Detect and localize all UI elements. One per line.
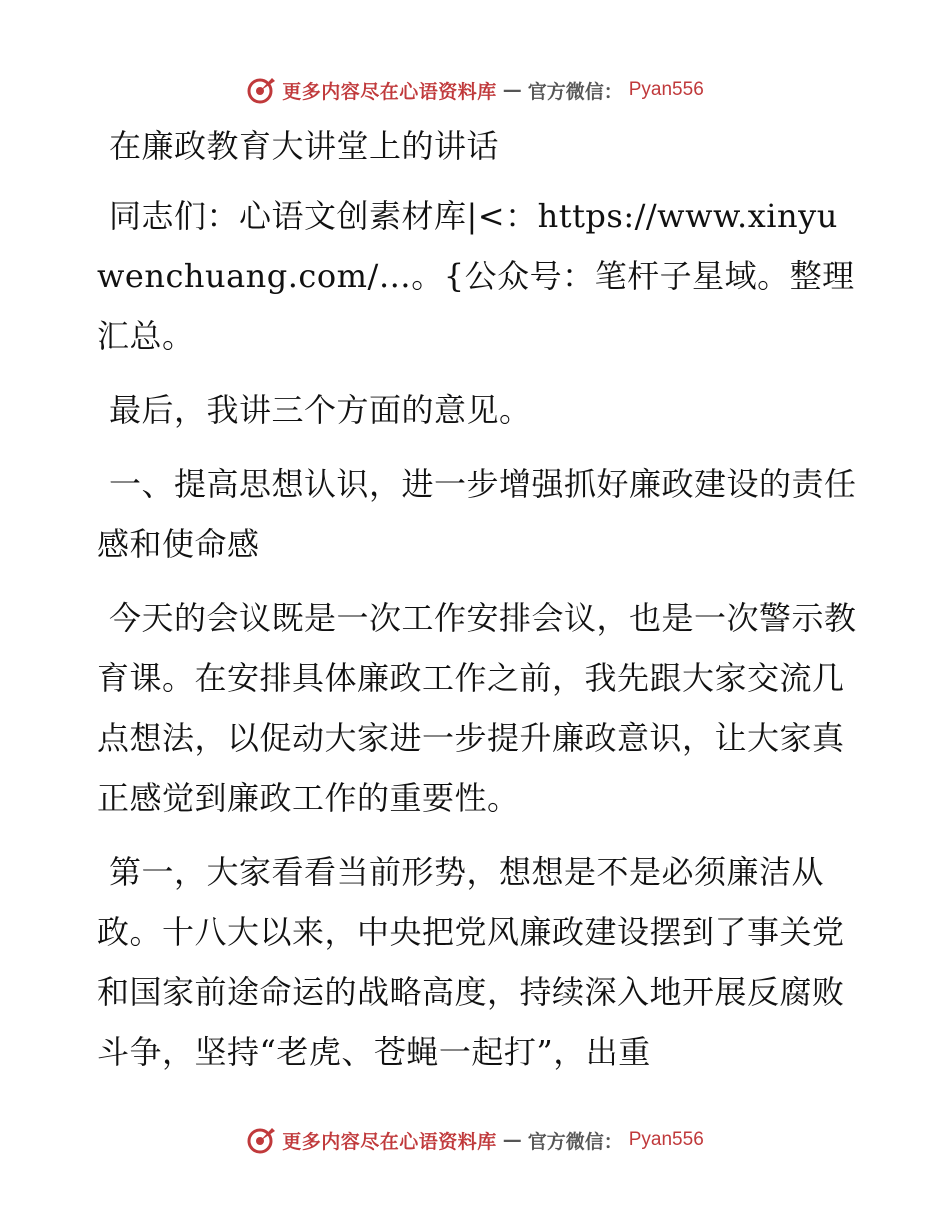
pen-circle-logo-icon bbox=[246, 1125, 276, 1155]
banner-main-text: 更多内容尽在心语资料库 bbox=[282, 80, 497, 103]
banner-wechat-id: Pyan556 bbox=[628, 1129, 704, 1150]
paragraph-first-point: 第一，大家看看当前形势，想想是不是必须廉洁从政。十八大以来，中央把党风廉政建设摆到了事关党和国家前途命运的战略高度，持续深入地开展反腐败斗争，坚持“老虎、苍蝇一起打”，出重 bbox=[97, 853, 845, 1071]
banner-separator: — bbox=[502, 79, 522, 101]
paragraph-meeting: 今天的会议既是一次工作安排会议，也是一次警示教育课。在安排具体廉政工作之前，我先跟大家交流几点想法，以促动大家进一步提升廉政意识，让大家真正感觉到廉政工作的重要性。 bbox=[97, 599, 857, 817]
banner-main-text: 更多内容尽在心语资料库 bbox=[282, 1130, 497, 1153]
paragraph-intro: 最后，我讲三个方面的意见。 bbox=[109, 391, 532, 429]
banner-official-label: 官方微信： bbox=[527, 1130, 623, 1153]
document-body bbox=[97, 116, 857, 1096]
banner-official-label: 官方微信： bbox=[527, 80, 623, 103]
banner-wechat-id: Pyan556 bbox=[628, 79, 704, 100]
footer-banner bbox=[0, 1120, 950, 1160]
banner-content bbox=[246, 1125, 704, 1155]
document-title: 在廉政教育大讲堂上的讲话 bbox=[109, 127, 500, 165]
section-heading-1: 一、提高思想认识，进一步增强抓好廉政建设的责任感和使命感 bbox=[97, 465, 857, 563]
banner-separator: — bbox=[502, 1129, 522, 1151]
paragraph-greeting: 同志们：心语文创素材库|<：https://www.xinyuwenchuang.com/…。{公众号：笔杆子星域。整理汇总。 bbox=[97, 197, 855, 355]
pen-circle-logo-icon bbox=[246, 75, 276, 105]
banner-content bbox=[246, 75, 704, 105]
header-banner bbox=[0, 70, 950, 110]
